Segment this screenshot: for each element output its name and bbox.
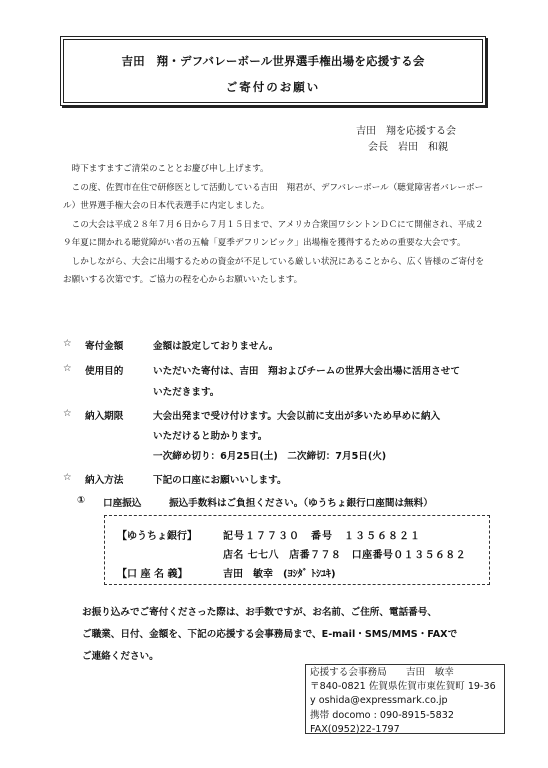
deadline-value-line1: 大会出発まで受け付けます。大会以前に支出が多いため早めに納入 (153, 411, 441, 422)
amount-label: 寄付金額 (85, 341, 124, 352)
bank-account-box (104, 515, 490, 585)
contact-office: 応援する会事務局 吉田 敏幸 (310, 667, 454, 678)
deadline-label: 納入期限 (85, 411, 124, 422)
greeting-paragraph: 時下ますますご清栄のこととお慶び申し上げます。 (63, 164, 269, 174)
account-symbol-number: 記号１７７３０ 番号 １３５６８２１ (223, 531, 421, 542)
sender-block (356, 124, 456, 156)
transfer-label: 口座振込 (103, 498, 142, 509)
deadline-dates: 一次締め切り：6月25日(土) 二次締切：7月5日(火) (153, 451, 387, 462)
contact-fax: FAX(0952)22-1797 (310, 723, 400, 735)
branch-info: 店名 七七八 店番７７８ 口座番号０１３５６８２ (223, 550, 467, 561)
title-box (60, 36, 486, 106)
closing-line: お振り込みでご寄付くださった際は、お手数ですが、お名前、ご住所、電話番号、 (82, 607, 437, 618)
sender-chair: 会長 岩田 和親 (368, 142, 448, 153)
contact-box (305, 664, 505, 734)
method-value: 下記の口座にお願いいします。 (153, 475, 287, 486)
star-icon: ☆ (63, 408, 72, 419)
contact-address: 〒840-0821 佐賀県佐賀市東佐賀町 19-36 (310, 681, 496, 693)
document-title: 吉田 翔・デフバレーボール世界選手権出場を応援する会 (121, 54, 425, 68)
sender-organization: 吉田 翔を応援する会 (356, 126, 456, 137)
request-paragraph: しかしながら、大会に出場するための資金が不足している厳しい状況にあることから、広く皆様のご寄付をお願いする次第です。ご協力の程を心からお願いいたします。 (63, 256, 485, 285)
account-holder-name: 吉田 敏幸 (ﾖｼﾀﾞ ﾄｼﾕｷ) (223, 569, 336, 580)
purpose-value-line1: いただいた寄付は、吉田 翔およびチームの世界大会出場に活用させて (153, 366, 460, 377)
transfer-number: ① (77, 495, 86, 506)
star-icon: ☆ (63, 472, 72, 483)
method-label: 納入方法 (85, 475, 124, 486)
contact-mobile: 携帯 docomo : 090-8915-5832 (310, 709, 454, 721)
contact-email: y oshida@expressmark.co.jp (310, 695, 448, 707)
transfer-value: 振込手数料はご負担ください。（ゆうちょ銀行口座間は無料） (169, 498, 433, 509)
closing-line: ご職業、日付、金額を、下記の応援する会事務局まで、E-mail・SMS/MMS・FAXで (82, 629, 458, 640)
purpose-value-line2: いただきます。 (153, 387, 220, 398)
deadline-value-line2: いただけると助かります。 (153, 431, 268, 442)
purpose-label: 使用目的 (85, 366, 124, 377)
letter-body (63, 160, 486, 290)
account-holder-label: 【口 座 名 義】 (117, 569, 188, 580)
closing-note (82, 602, 502, 668)
bank-name-label: 【ゆうちょ銀行】 (117, 531, 197, 542)
document-subtitle: ご寄付のお願い (225, 80, 321, 94)
tournament-paragraph: この大会は平成２８年７月６日から７月１５日まで、アメリカ合衆国ワシントンＤＣにて開催され、平成２９年夏に開かれる聴覚障がい者の五輪「夏季デフリンピック」出場権を獲得するための重要な大会です。 (63, 219, 484, 248)
announcement-paragraph: この度、佐賀市在住で研修医として活動している吉田 翔君が、デフバレーボール（聴覚障害者バレーボール）世界選手権大会の日本代表選手に内定しました。 (63, 182, 484, 211)
star-icon: ☆ (63, 338, 72, 349)
star-icon: ☆ (63, 363, 72, 374)
amount-value: 金額は設定しておりません。 (153, 341, 279, 352)
closing-line: ご連絡ください。 (82, 651, 159, 662)
